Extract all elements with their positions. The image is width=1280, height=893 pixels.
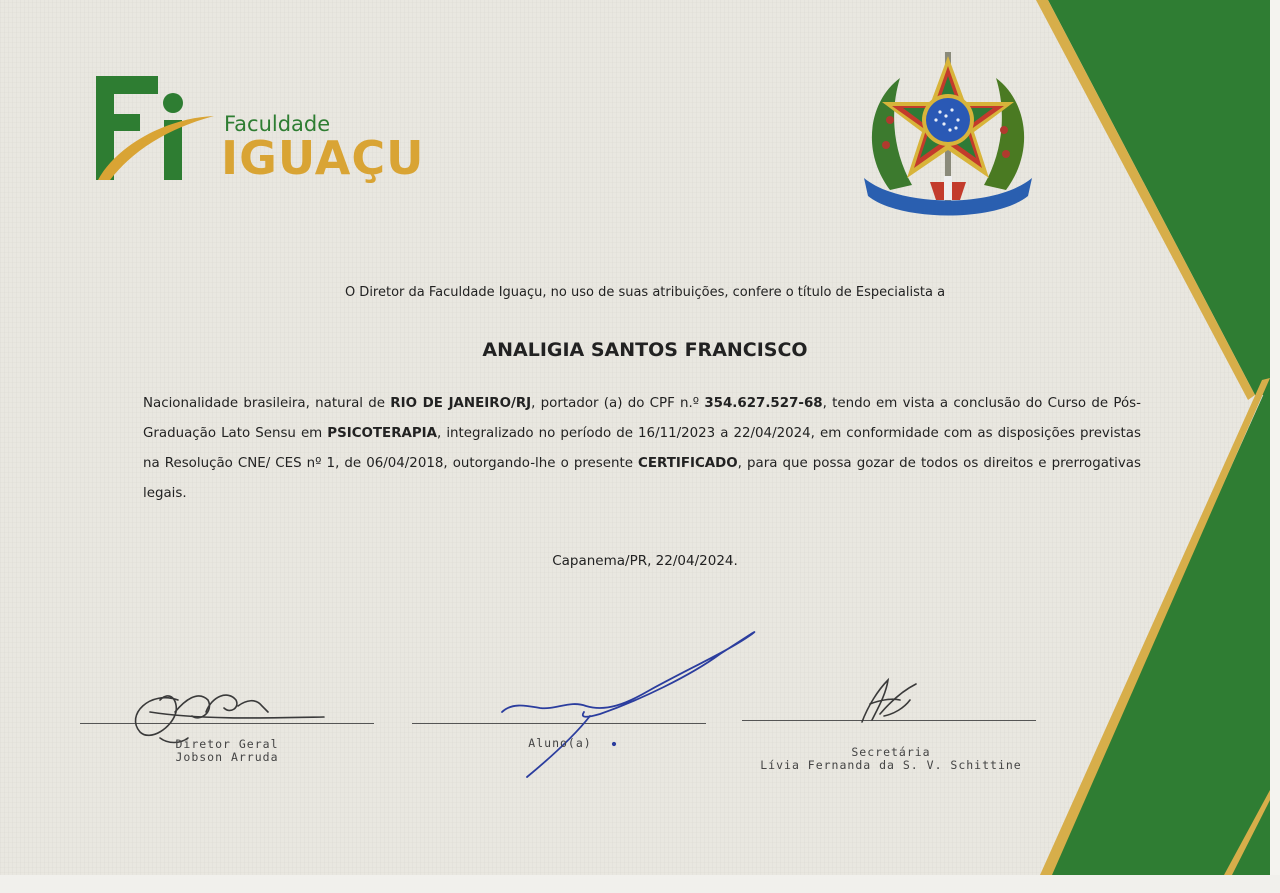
body-text-3: , tendo em vista a conclusão do Curso de Pós-Graduação Lato Sensu em: [143, 396, 1141, 441]
secretary-name: Lívia Fernanda da S. V. Schittine: [760, 758, 1022, 772]
body-text-1: Nacionalidade brasileira, natural de: [143, 396, 391, 411]
course-name: PSICOTERAPIA: [327, 426, 438, 441]
director-title: Diretor Geral: [175, 737, 279, 751]
place-and-date: Capanema/PR, 22/04/2024.: [552, 553, 738, 569]
body-text-4: , integralizado no período de 16/11/2023 a 22/04/2024, em conformidade com as disposições previstas na Resolução CNE/ CES nº 1, de 06/04/2018, outorgando-lhe o presente: [143, 426, 1141, 471]
secretary-title: Secretária: [851, 745, 931, 759]
cpf-number: 354.627.527-68: [704, 396, 823, 411]
student-title: Aluno(a): [528, 736, 592, 750]
director-label: [150, 738, 304, 764]
secretary-label: [760, 746, 1022, 772]
body-text-5: , para que possa gozar de todos os direitos e prerrogativas legais.: [143, 456, 1141, 501]
logo-text-iguacu: IGUAÇU: [221, 131, 425, 185]
certificate-intro: O Diretor da Faculdade Iguaçu, no uso de suas atribuições, confere o título de Especialista a: [344, 285, 946, 300]
birthplace: RIO DE JANEIRO/RJ: [390, 396, 532, 411]
logo-text-faculdade: Faculdade: [224, 112, 331, 136]
document-type: CERTIFICADO: [638, 456, 738, 471]
director-name: Jobson Arruda: [175, 750, 279, 764]
student-signature: [502, 632, 754, 777]
secretary-signature: [862, 680, 916, 722]
body-text-2: , portador (a) do CPF n.º: [531, 396, 705, 411]
student-label: [500, 737, 620, 750]
director-signature: [135, 695, 324, 742]
recipient-name: ANALIGIA SANTOS FRANCISCO: [482, 339, 808, 361]
